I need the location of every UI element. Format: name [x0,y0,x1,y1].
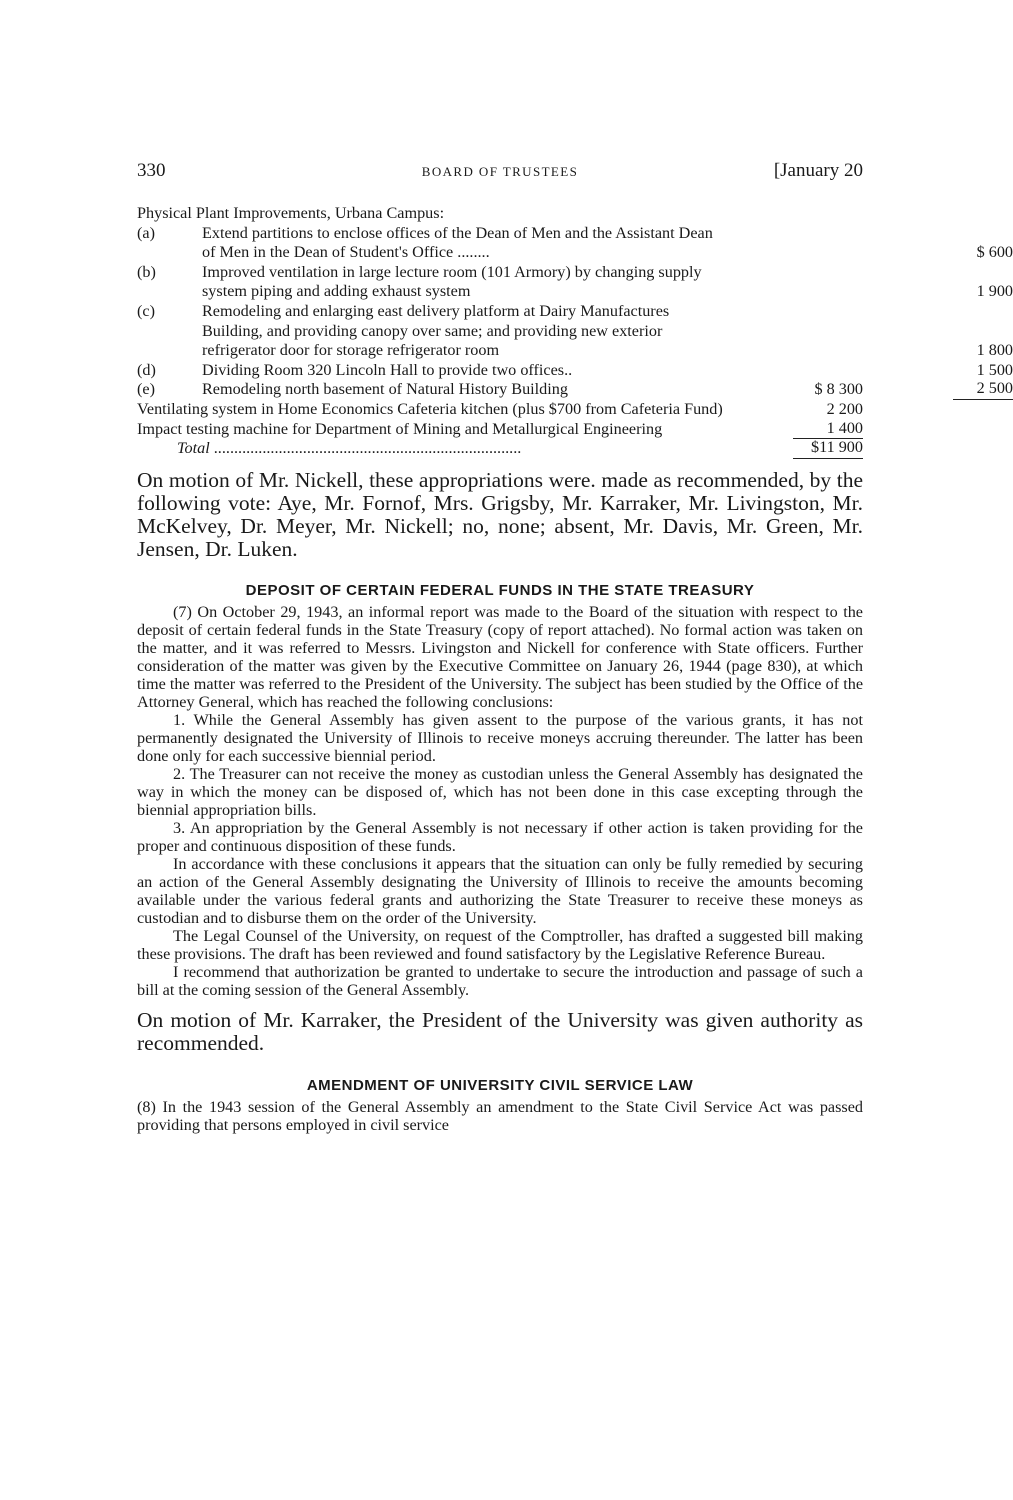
section-heading-federal-funds: DEPOSIT OF CERTAIN FEDERAL FUNDS IN THE STATE TREASURY [245,582,755,600]
running-header [137,160,863,194]
page-number: 330 [137,160,166,181]
header-date: [January 20 [773,160,863,181]
paragraph: The Legal Counsel of the University, on request of the Comptroller, has drafted a suggested bill making these provisions. The draft has been reviewed and found satisfactory by the Legislative Reference Bureau. [137,927,863,964]
item-amount: 1 900 [953,282,1013,302]
total-row: Total ............................................................................ $11 900 [177,438,863,458]
item-amount: 1 500 [953,361,1013,381]
item-text: Impact testing machine for Department of Mining and Metallurgical Engineering [137,419,663,438]
paragraph: In accordance with these conclusions it appears that the situation can only be fully remedied by securing an action of the General Assembly designating the University of Illinois to receive the amounts becoming available under the various federal grants and authorizing the State Treasurer to receive these moneys as custodian and to disburse them on the order of the University. [137,855,863,928]
item-label: (e) [137,380,155,399]
item-label: (c) [137,301,155,320]
item-amount: $ 600 [953,243,1013,263]
motion-authority: On motion of Mr. Karraker, the President of the University was given authority as recommended. [137,1008,863,1056]
item-text: Ventilating system in Home Economics Cafeteria kitchen (plus $700 from Cafeteria Fund) [137,399,723,418]
conclusion-2: 2. The Treasurer can not receive the money as custodian unless the General Assembly has designated the way in which the money can be disposed of, which has not been done in this case excepting through the biennial appropriation bills. [137,765,863,820]
paragraph: (8) In the 1943 session of the General Assembly an amendment to the State Civil Service Act was passed providing that persons employed in civil service [137,1097,863,1134]
total-label: Total [177,439,210,458]
paragraph: I recommend that authorization be granted to undertake to secure the introduction and passage of such a bill at the coming session of the General Assembly. [137,963,863,1000]
improvement-item-a: (a) Extend partitions to enclose offices of the Dean of Men and the Assistant Dean of Men in the Dean of Student's Office ........ $ 600 [137,223,1013,262]
other-item-ventilation [137,400,863,420]
improvements-title: Physical Plant Improvements, Urbana Campus: [137,204,445,222]
subtotal-amount: $ 8 300 [814,380,863,399]
item-text: Improved ventilation in large lecture room (101 Armory) by changing supply system piping and adding exhaust system [202,262,702,301]
paragraph: (7) On October 29, 1943, an informal report was made to the Board of the situation with respect to the deposit of certain federal funds in the State Treasury (copy of report attached). No formal action was taken on the matter, and it was referred to Messrs. Livingston and Nickell for conference with State officers. Further consideration of the matter was given by the Executive Committee on January 26, 1944 (page 830), at which time the matter was referred to the President of the University. The subject has been studied by the Office of the Attorney General, which has reached the following conclusions: [137,603,863,712]
item-amount: 2 200 [826,399,863,418]
total-amount: $11 900 [793,438,863,459]
item-amount: 1 800 [953,341,1013,361]
improvement-item-d [137,360,1013,381]
improvement-item-e [137,379,1013,400]
improvement-item-b [137,262,1013,302]
item-text: Dividing Room 320 Lincoln Hall to provide two offices.. [202,360,573,379]
running-title: BOARD OF TRUSTEES [421,164,579,179]
item-label: (d) [137,360,156,379]
item-label: (b) [137,262,156,281]
item-amount: 2 500 [953,379,1013,400]
item-text: Remodeling and enlarging east delivery platform at Dairy Manufactures Building, and providing canopy over same; and providing new exterior refrigerator door for storage refrigerator room [202,301,670,360]
conclusion-1: 1. While the General Assembly has given assent to the purpose of the various grants, it has not permanently designated the University of Illinois to receive moneys accruing thereunder. The latter has been done only for each successive biennial period. [137,711,863,766]
motion-appropriations: On motion of Mr. Nickell, these appropriations were. made as recommended, by the following vote: Aye, Mr. Fornof, Mrs. Grigsby, Mr. Karraker, Mr. Livingston, Mr. McKelvey, Dr. Meyer, Mr. Nickell; no, none; absent, Mr. Davis, Mr. Green, Mr. Jensen, Dr. Luken. [137,467,863,561]
item-text: Extend partitions to enclose offices of the Dean of Men and the Assistant Dean of Men in the Dean of Student's Office [202,223,713,262]
item-label: (a) [137,223,155,242]
improvement-item-c [137,301,1013,361]
other-item-impact-machine [137,420,863,440]
item-amount: 1 400 [793,419,863,440]
conclusion-3: 3. An appropriation by the General Assembly is not necessary if other action is taken providing for the proper and continuous disposition of these funds. [137,819,863,856]
improvements-list [137,204,1013,459]
section-heading-civil-service: AMENDMENT OF UNIVERSITY CIVIL SERVICE LAW [306,1076,694,1094]
document-page [137,160,1013,1134]
item-text: Remodeling north basement of Natural History Building [202,380,568,399]
